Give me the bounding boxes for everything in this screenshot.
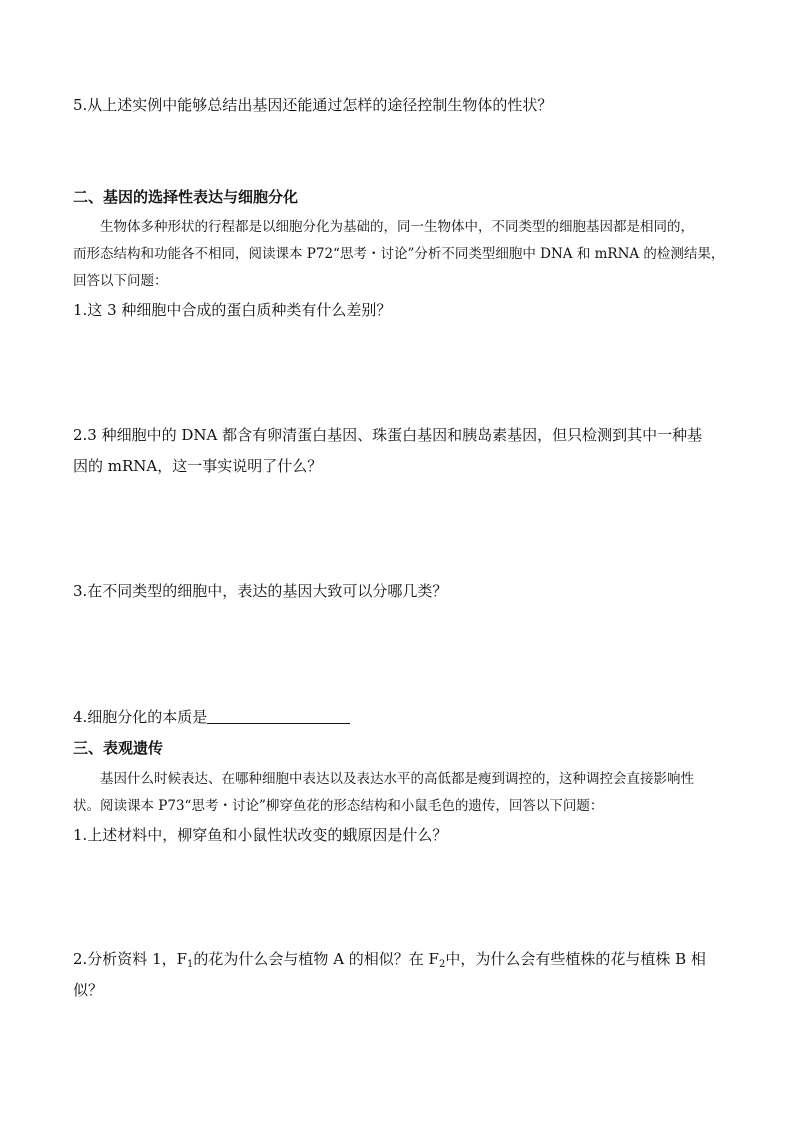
section-3-title: 三、表观遗传: [73, 739, 164, 757]
f2-subscript: 2: [438, 959, 446, 970]
section-2-question-2-line-2: 因的 mRNA，这一事实说明了什么？: [73, 457, 323, 475]
section-3-intro-line-1: 基因什么时候表达、在哪种细胞中表达以及表达水平的高低都是瘦到调控的，这种调控会直接影响性: [100, 771, 694, 787]
section-2-question-4: [73, 706, 350, 728]
section-3-question-1: 1.上述材料中，柳穿鱼和小鼠性状改变的蛾原因是什么？: [73, 826, 448, 844]
section-2-question-3: 3.在不同类型的细胞中，表达的基因大致可以分哪几类？: [73, 582, 448, 600]
q2-part-b: 的花为什么会与植物 A 的相似？在 F: [193, 950, 439, 968]
section-3-question-2-line-1: [73, 948, 706, 976]
q2-part-c: 中，为什么会有些植株的花与植株 B 相: [445, 950, 706, 968]
question-5-previous: 5.从上述实例中能够总结出基因还能通过怎样的途径控制生物体的性状？: [73, 96, 553, 114]
answer-blank[interactable]: [207, 707, 350, 724]
section-2-intro-line-3: 回答以下问题：: [73, 273, 168, 289]
f1-subscript: 1: [187, 959, 194, 970]
section-2-question-1: 1.这 3 种细胞中合成的蛋白质种类有什么差别？: [73, 301, 392, 319]
section-2-intro-line-2: 而形态结构和功能各不相同，阅读课本 P72“思考・讨论”分析不同类型细胞中 DNA 和 mRNA 的检测结果，: [73, 246, 725, 262]
section-2-question-2-line-1: 2.3 种细胞中的 DNA 都含有卵清蛋白基因、珠蛋白基因和胰岛素基因，但只检测到其中一种基: [73, 426, 703, 444]
q2-part-a: 2.分析资料 1，F: [73, 950, 188, 968]
section-3-intro-line-2: 状。阅读课本 P73“思考・讨论”柳穿鱼花的形态结构和小鼠毛色的遗传，回答以下问题：: [73, 798, 604, 814]
section-3-question-2-line-2: 似？: [73, 981, 104, 999]
section-2-title: 二、基因的选择性表达与细胞分化: [73, 188, 299, 206]
section-2-intro-line-1: 生物体多种形状的行程都是以细胞分化为基础的，同一生物体中，不同类型的细胞基因都是相同的，: [100, 219, 694, 235]
question-4-text: 4.细胞分化的本质是: [73, 708, 208, 726]
